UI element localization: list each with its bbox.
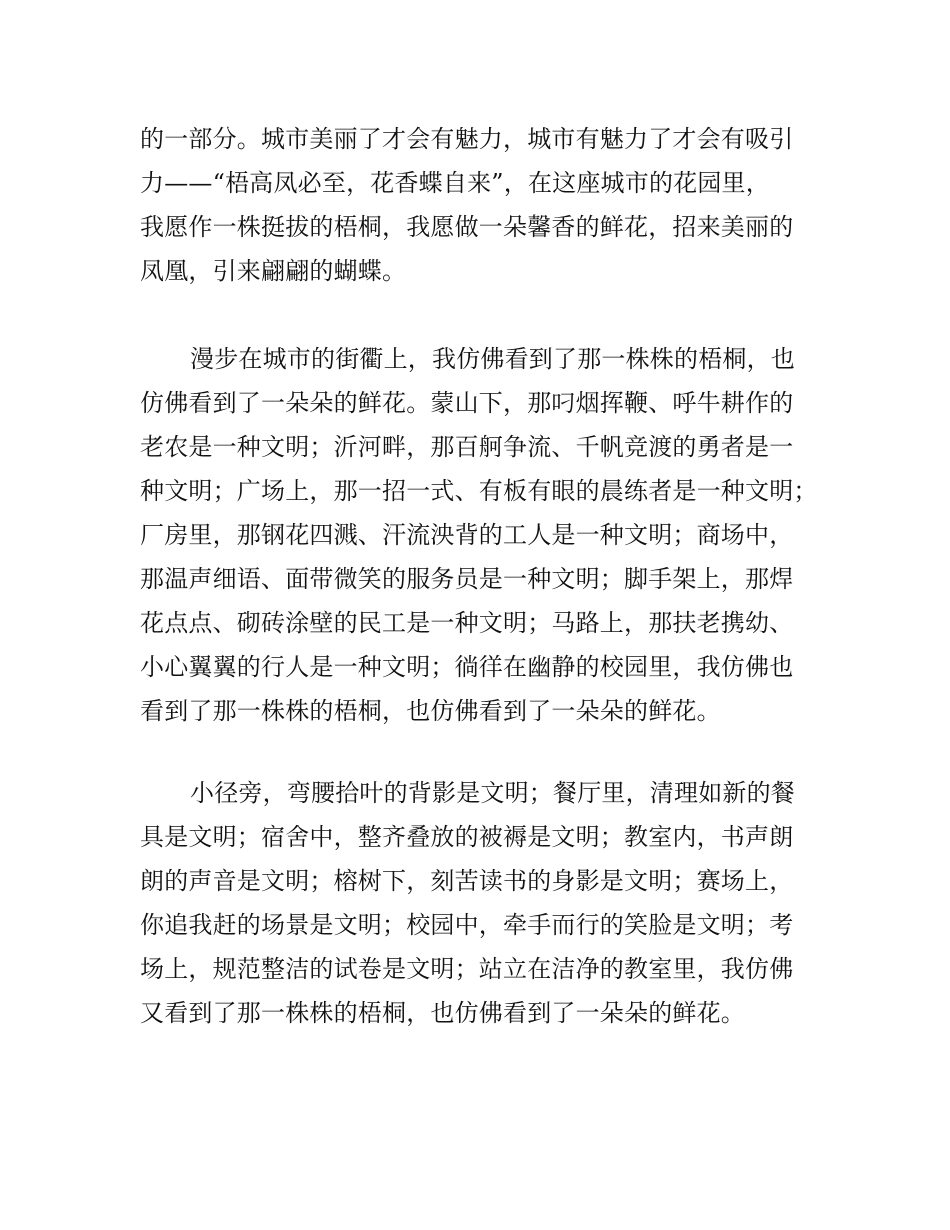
text-line: 力——“梧高凤必至，花香蝶自来”，在这座城市的花园里， xyxy=(140,169,770,197)
paragraph-3 xyxy=(140,771,830,1035)
text-line: 厂房里，那钢花四溅、汗流泱背的工人是一种文明；商场中， xyxy=(140,521,794,549)
text-line: 花点点、砌砖涂壁的民工是一种文明；马路上，那扶老携幼、 xyxy=(140,609,794,637)
text-line: 种文明；广场上，那一招一式、有板有眼的晨练者是一种文明； xyxy=(140,477,818,505)
text-line: 具是文明；宿舍中，整齐叠放的被褥是文明；教室内，书声朗 xyxy=(140,823,794,851)
text-line: 又看到了那一株株的梧桐，也仿佛看到了一朵朵的鲜花。 xyxy=(140,999,745,1027)
text-line: 凤凰，引来翩翩的蝴蝶。 xyxy=(140,257,407,285)
text-line: 看到了那一株株的梧桐，也仿佛看到了一朵朵的鲜花。 xyxy=(140,697,721,725)
text-line: 仿佛看到了一朵朵的鲜花。蒙山下，那叼烟挥鞭、呼牛耕作的 xyxy=(140,389,794,417)
text-line: 我愿作一株挺拔的梧桐，我愿做一朵馨香的鲜花，招来美丽的 xyxy=(140,213,794,241)
text-line: 场上，规范整洁的试卷是文明；站立在洁净的教室里，我仿佛 xyxy=(140,955,794,983)
text-line: 你追我赶的场景是文明；校园中，牵手而行的笑脸是文明；考 xyxy=(140,911,794,939)
paragraph-1 xyxy=(140,117,830,293)
text-line: 小径旁，弯腰拾叶的背影是文明；餐厅里，清理如新的餐 xyxy=(190,779,795,807)
text-line: 的一部分。城市美丽了才会有魅力，城市有魅力了才会有吸引 xyxy=(140,125,794,153)
text-line: 小心翼翼的行人是一种文明；徜徉在幽静的校园里，我仿佛也 xyxy=(140,653,794,681)
text-line: 漫步在城市的街衢上，我仿佛看到了那一株株的梧桐，也 xyxy=(190,345,795,373)
paragraph-2 xyxy=(140,337,830,733)
text-line: 那温声细语、面带微笑的服务员是一种文明；脚手架上，那焊 xyxy=(140,565,794,593)
text-line: 朗的声音是文明；榕树下，刻苦读书的身影是文明；赛场上， xyxy=(140,867,794,895)
text-line: 老农是一种文明；沂河畔，那百舸争流、千帆竞渡的勇者是一 xyxy=(140,433,794,461)
